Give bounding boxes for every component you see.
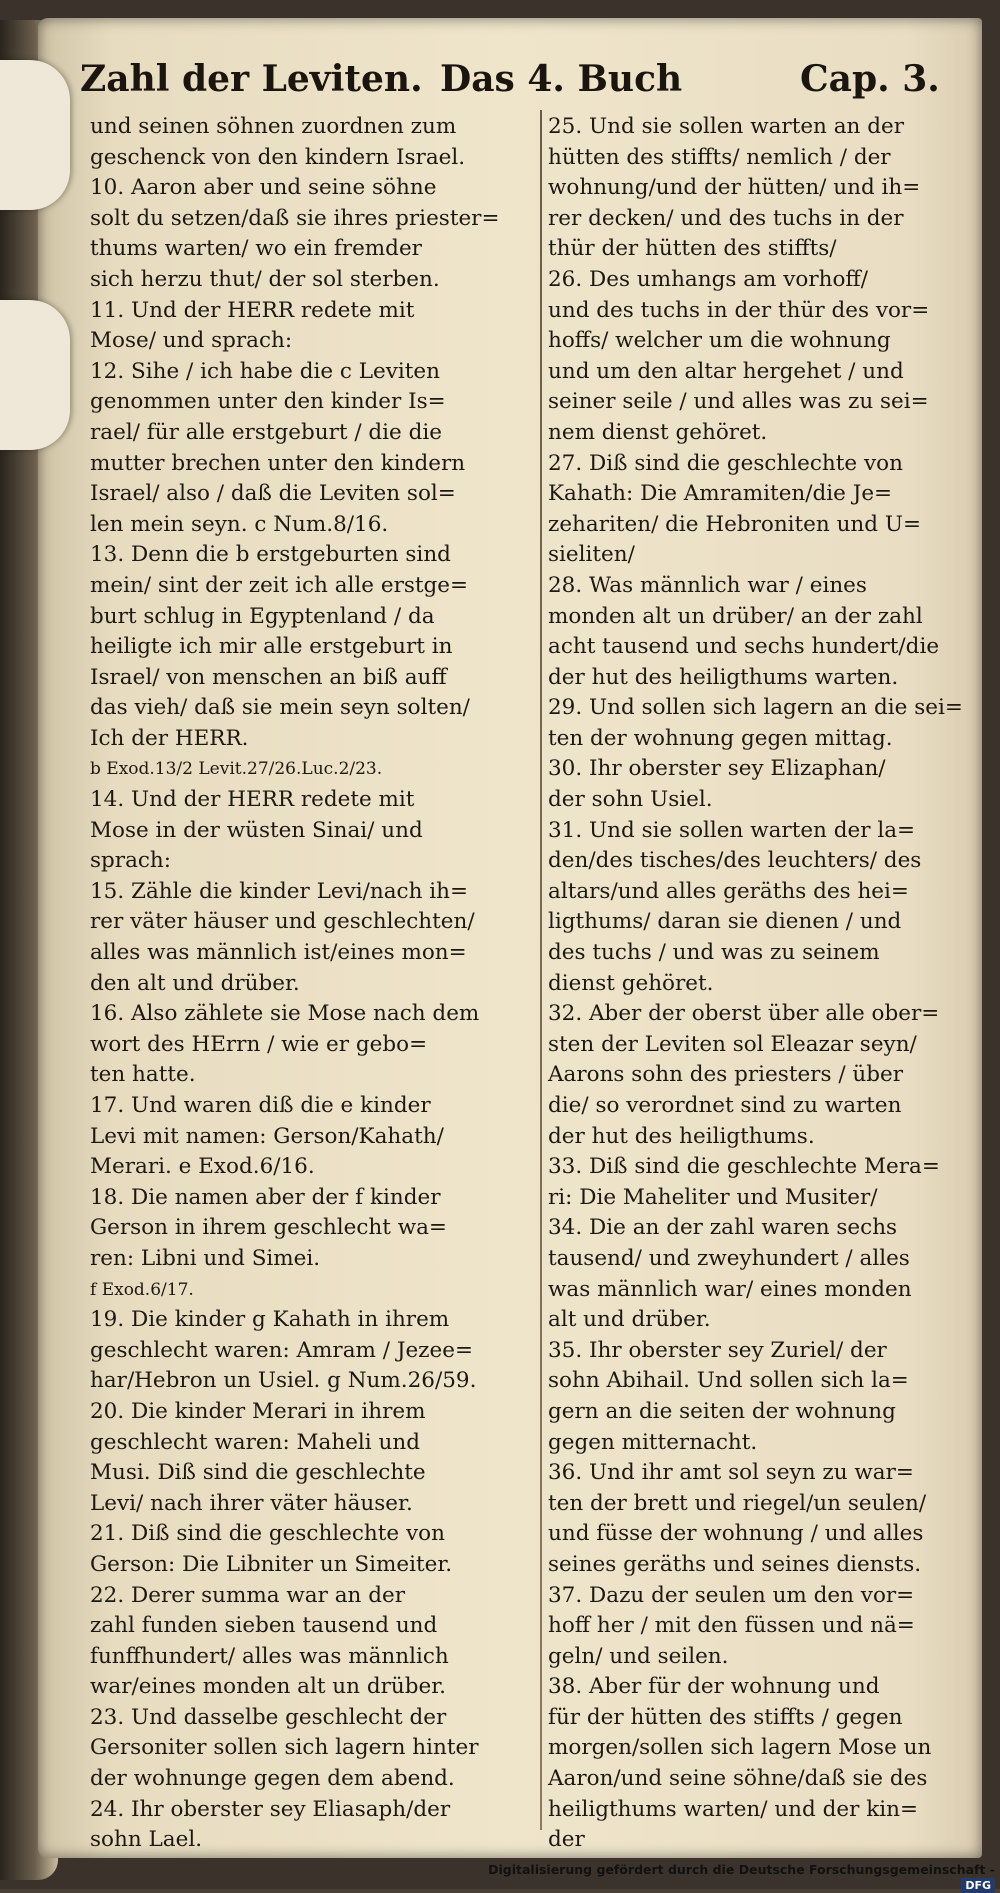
- text-line: Israel/ also / daß die Leviten sol=: [90, 481, 456, 507]
- text-line: sohn Abihail. Und sollen sich la=: [548, 1368, 909, 1394]
- text-line: ten der wohnung gegen mittag.: [548, 725, 893, 751]
- text-line: und füsse der wohnung / und alles: [548, 1521, 924, 1547]
- text-line: altars/und alles geräths des hei=: [548, 878, 909, 904]
- text-line: alles was männlich ist/eines mon=: [90, 940, 467, 966]
- text-line: der: [548, 1827, 585, 1853]
- page-tab-middle: [0, 300, 70, 450]
- text-line: alt und drüber.: [548, 1307, 711, 1333]
- text-line: hoffs/ welcher um die wohnung: [548, 328, 891, 354]
- text-line: 12. Sihe / ich habe die c Leviten: [90, 358, 441, 384]
- text-line: tausend/ und zweyhundert / alles: [548, 1245, 910, 1271]
- text-line: Levi/ nach ihrer väter häuser.: [90, 1490, 413, 1516]
- text-line: 15. Zähle die kinder Levi/nach ih=: [90, 878, 469, 904]
- text-line: Aarons sohn des priesters / über: [548, 1062, 904, 1088]
- text-line: sohn Lael.: [90, 1827, 203, 1853]
- text-line: Gerson in ihrem geschlecht wa=: [90, 1215, 447, 1241]
- running-header: [80, 50, 950, 110]
- text-line: nem dienst gehöret.: [548, 419, 768, 445]
- dfg-logo: DFG: [961, 1878, 995, 1893]
- text-line: und des tuchs in der thür des vor=: [548, 297, 930, 323]
- text-line: 11. Und der HERR redete mit: [90, 297, 415, 323]
- text-line: 19. Die kinder g Kahath in ihrem: [90, 1307, 450, 1333]
- text-line: und seinen söhnen zuordnen zum: [90, 114, 457, 139]
- text-line: der hut des heiligthums warten.: [548, 664, 899, 690]
- text-line: Merari. e Exod.6/16.: [90, 1154, 315, 1180]
- text-line: geschenck von den kindern Israel.: [90, 144, 466, 170]
- text-line: sprach:: [90, 848, 172, 874]
- text-line: 28. Was männlich war / eines: [548, 572, 867, 598]
- text-line: Gerson: Die Libniter un Simeiter.: [90, 1551, 453, 1577]
- text-line: sieliten/: [548, 542, 635, 568]
- text-line: 33. Diß sind die geschlechte Mera=: [548, 1154, 940, 1180]
- text-line: 14. Und der HERR redete mit: [90, 787, 415, 813]
- text-line: thür der hütten des stiffts/: [548, 236, 837, 262]
- text-line: 22. Derer summa war an der: [90, 1582, 406, 1608]
- text-line: Gersoniter sollen sich lagern hinter: [90, 1735, 479, 1761]
- text-line: har/Hebron un Usiel. g Num.26/59.: [90, 1368, 477, 1394]
- text-line: b Exod.13/2 Levit.27/26.Luc.2/23.: [90, 759, 383, 780]
- text-line: für der hütten des stiffts / gegen: [548, 1704, 903, 1730]
- text-line: der wohnunge gegen dem abend.: [90, 1766, 455, 1792]
- text-line: die/ so verordnet sind zu warten: [548, 1093, 902, 1118]
- text-line: sich herzu thut/ der sol sterben.: [90, 266, 440, 292]
- text-line: seines geräths und seines diensts.: [548, 1551, 922, 1577]
- text-line: 36. Und ihr amt sol seyn zu war=: [548, 1460, 914, 1486]
- text-line: sten der Leviten sol Eleazar seyn/: [548, 1031, 917, 1057]
- text-line: burt schlug in Egyptenland / da: [90, 603, 435, 629]
- text-line: wort des HErrn / wie er gebo=: [90, 1031, 428, 1057]
- text-line: den/des tisches/des leuchters/ des: [548, 848, 922, 874]
- text-line: Mose/ und sprach:: [90, 328, 293, 354]
- text-line: der sohn Usiel.: [548, 787, 713, 813]
- text-line: heiligte ich mir alle erstgeburt in: [90, 634, 453, 660]
- text-line: 10. Aaron aber und seine söhne: [90, 175, 437, 201]
- text-line: Mose in der wüsten Sinai/ und: [90, 817, 423, 843]
- text-line: 38. Aber für der wohnung und: [548, 1674, 880, 1700]
- text-line: morgen/sollen sich lagern Mose un: [548, 1735, 932, 1761]
- text-line: des tuchs / und was zu seinem: [548, 940, 880, 966]
- text-line: monden alt un drüber/ an der zahl: [548, 603, 923, 629]
- text-line: hütten des stiffts/ nemlich / der: [548, 144, 891, 170]
- text-line: Musi. Diß sind die geschlechte: [90, 1460, 426, 1486]
- text-line: zehariten/ die Hebroniten und U=: [548, 511, 922, 537]
- header-right: Cap. 3.: [800, 58, 940, 100]
- page-tab-top: [0, 60, 70, 210]
- text-line: ri: Die Maheliter und Musiter/: [548, 1184, 878, 1210]
- text-line: Kahath: Die Amramiten/die Je=: [548, 481, 893, 507]
- text-line: ten hatte.: [90, 1062, 196, 1088]
- text-line: ten der brett und riegel/un seulen/: [548, 1490, 927, 1516]
- text-line: hoff her / mit den füssen und nä=: [548, 1613, 915, 1639]
- text-line: acht tausend und sechs hundert/die: [548, 634, 940, 660]
- text-line: 23. Und dasselbe geschlecht der: [90, 1704, 447, 1730]
- right-column: [548, 112, 988, 1856]
- text-line: 17. Und waren diß die e kinder: [90, 1093, 431, 1118]
- text-line: und um den altar hergehet / und: [548, 358, 904, 384]
- text-line: geschlecht waren: Maheli und: [90, 1429, 420, 1455]
- footer-text: Digitalisierung gefördert durch die Deutsche Forschungsgemeinschaft -: [488, 1862, 995, 1877]
- footer-credit: [480, 1862, 995, 1892]
- text-line: Israel/ von menschen an biß auff: [90, 664, 447, 690]
- text-line: wohnung/und der hütten/ und ih=: [548, 175, 921, 201]
- text-line: len mein seyn. c Num.8/16.: [90, 511, 389, 537]
- text-line: rael/ für alle erstgeburt / die die: [90, 419, 442, 445]
- text-line: funffhundert/ alles was männlich: [90, 1643, 449, 1669]
- text-line: ren: Libni und Simei.: [90, 1245, 321, 1271]
- text-line: 13. Denn die b erstgeburten sind: [90, 542, 451, 568]
- text-line: gegen mitternacht.: [548, 1429, 758, 1455]
- text-line: 31. Und sie sollen warten der la=: [548, 817, 916, 843]
- text-line: Ich der HERR.: [90, 725, 249, 751]
- text-line: seiner seile / und alles was zu sei=: [548, 389, 929, 415]
- text-line: zahl funden sieben tausend und: [90, 1613, 438, 1639]
- text-line: 29. Und sollen sich lagern an die sei=: [548, 695, 963, 721]
- text-line: 35. Ihr oberster sey Zuriel/ der: [548, 1337, 887, 1363]
- text-line: geln/ und seilen.: [548, 1643, 729, 1669]
- text-line: was männlich war/ eines monden: [548, 1276, 912, 1302]
- text-line: mutter brechen unter den kindern: [90, 450, 466, 476]
- text-line: 32. Aber der oberst über alle ober=: [548, 1001, 940, 1027]
- text-line: mein/ sint der zeit ich alle erstge=: [90, 572, 469, 598]
- text-line: 30. Ihr oberster sey Elizaphan/: [548, 756, 886, 782]
- text-line: 25. Und sie sollen warten an der: [548, 114, 904, 139]
- header-center: Das 4. Buch: [440, 58, 683, 100]
- text-line: Levi mit namen: Gerson/Kahath/: [90, 1123, 444, 1149]
- text-line: 16. Also zählete sie Mose nach dem: [90, 1001, 480, 1027]
- text-line: 27. Diß sind die geschlechte von: [548, 450, 903, 476]
- text-line: 20. Die kinder Merari in ihrem: [90, 1398, 426, 1424]
- text-line: das vieh/ daß sie mein seyn solten/: [90, 695, 470, 721]
- text-line: geschlecht waren: Amram / Jezee=: [90, 1337, 473, 1363]
- text-line: heiligthums warten/ und der kin=: [548, 1796, 918, 1822]
- left-column: [90, 112, 530, 1856]
- text-line: 26. Des umhangs am vorhoff/: [548, 266, 868, 292]
- text-line: 24. Ihr oberster sey Eliasaph/der: [90, 1796, 451, 1822]
- text-line: gern an die seiten der wohnung: [548, 1398, 896, 1424]
- text-line: dienst gehöret.: [548, 970, 714, 996]
- text-line: 37. Dazu der seulen um den vor=: [548, 1582, 915, 1608]
- text-line: der hut des heiligthums.: [548, 1123, 815, 1149]
- text-line: Aaron/und seine söhne/daß sie des: [548, 1766, 928, 1792]
- text-line: genommen unter den kinder Is=: [90, 389, 446, 415]
- text-line: 21. Diß sind die geschlechte von: [90, 1521, 445, 1547]
- column-divider: [540, 110, 542, 1830]
- text-line: f Exod.6/17.: [90, 1279, 194, 1300]
- text-line: thums warten/ wo ein fremder: [90, 236, 422, 262]
- text-line: rer väter häuser und geschlechten/: [90, 909, 475, 935]
- text-line: ligthums/ daran sie dienen / und: [548, 909, 902, 935]
- text-line: solt du setzen/daß sie ihres priester=: [90, 205, 500, 231]
- text-line: war/eines monden alt un drüber.: [90, 1674, 446, 1700]
- text-line: 34. Die an der zahl waren sechs: [548, 1215, 898, 1241]
- header-left: Zahl der Leviten.: [80, 58, 423, 100]
- text-line: den alt und drüber.: [90, 970, 300, 996]
- text-line: 18. Die namen aber der f kinder: [90, 1184, 441, 1210]
- text-line: rer decken/ und des tuchs in der: [548, 205, 904, 231]
